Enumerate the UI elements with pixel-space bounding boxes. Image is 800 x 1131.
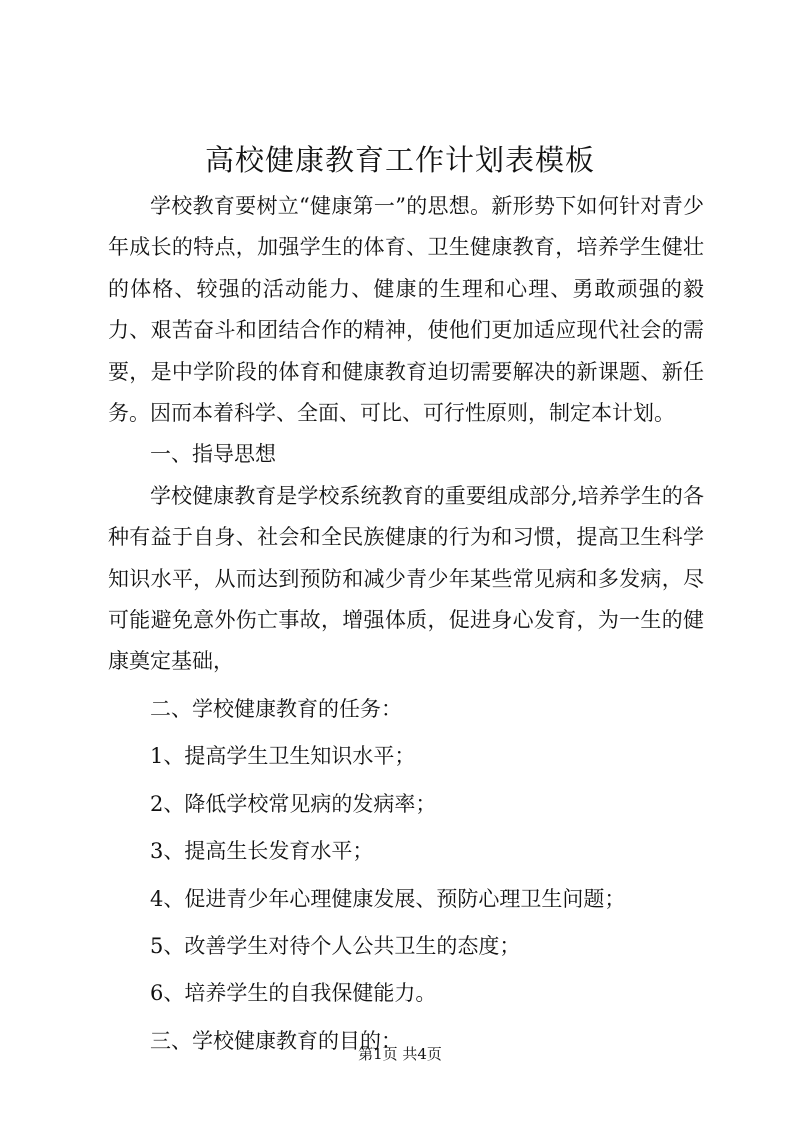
section-heading-purpose: 三、学校健康教育的目的： — [150, 1028, 402, 1053]
document-body — [108, 186, 704, 1062]
task-item-4: 4、促进青少年心理健康发展、预防心理卫生问题； — [150, 886, 626, 911]
page-number-footer: 第1页 共4页 — [358, 1045, 442, 1063]
task-item-6: 6、培养学生的自我保健能力。 — [150, 981, 437, 1006]
task-item-3: 3、提高生长发育水平； — [150, 839, 374, 864]
task-item-1: 1、提高学生卫生知识水平； — [150, 744, 416, 769]
task-item-5: 5、改善学生对待个人公共卫生的态度； — [150, 933, 521, 958]
section-heading-tasks: 二、学校健康教育的任务： — [150, 696, 402, 721]
guiding-ideology-paragraph: 学校健康教育是学校系统教育的重要组成部分,培养学生的各种有益于自身、社会和全民族健康的行为和习惯，提高卫生科学知识水平，从而达到预防和减少青少年某些常见病和多发病，尽可能避免意外伤亡事故，增强体质，促进身心发育，为一生的健康奠定基础， — [108, 483, 704, 674]
task-item-2: 2、降低学校常见病的发病率； — [150, 791, 437, 816]
document-title: 高校健康教育工作计划表模板 — [204, 143, 595, 177]
section-heading-guiding-ideology: 一、指导思想 — [150, 442, 276, 467]
intro-paragraph: 学校教育要树立“健康第一”的思想。新形势下如何针对青少年成长的特点，加强学生的体育、卫生健康教育，培养学生健壮的体格、较强的活动能力、健康的生理和心理、勇敢顽强的毅力、艰苦奋斗和团结合作的精神，使他们更加适应现代社会的需要，是中学阶段的体育和健康教育迫切需要解决的新课题、新任务。因而本着科学、全面、可比、可行性原则，制定本计划。 — [108, 194, 704, 426]
